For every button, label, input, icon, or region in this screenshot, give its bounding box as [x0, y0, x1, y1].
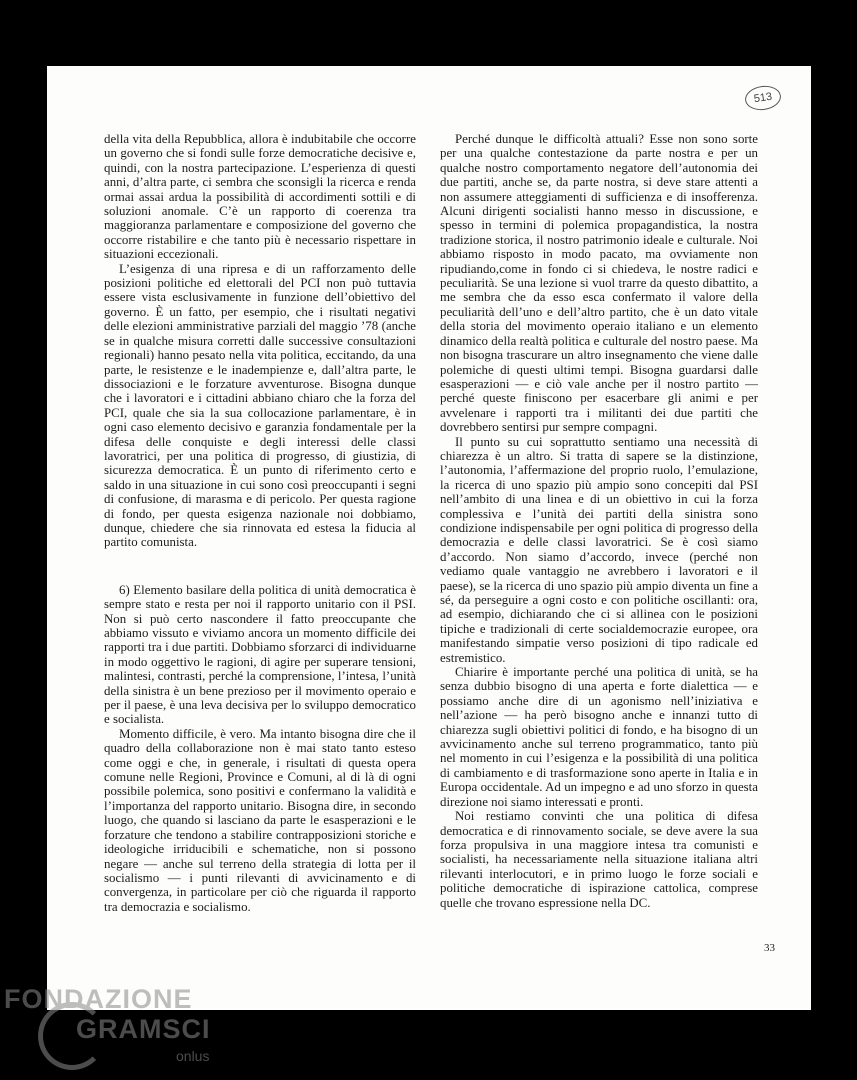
handwritten-page-annotation: 513: [744, 84, 783, 113]
paragraph: Il punto su cui soprattutto sentiamo una necessità di chiarezza è un altro. Si tratta di sapere se la distinzione, l’autonomia, l’affermazione del proprio ruolo, l’emulazione, la ricerca di uno spazio più ampio sono concepiti dal PSI nell’ambito di una linea e di un obiettivo in cui la forza complessiva e l’unità dei partiti della sinistra sono condizione indispensabile per ogni politica di progresso della democrazia e delle classi lavoratrici. Se è così siamo d’accordo. Non siamo d’accordo, invece (perché non vediamo quale vantaggio ne avrebbero i lavoratori e il paese), se la ricerca di uno spazio più ampio diventa un fine a sé, da perseguire a ogni costo e con politiche oscillanti: ora, ad esempio, dichiarando che ci si allinea con le posizioni tipiche e tradizionali di certe socialdemocrazie europee, ora manifestando simpatie verso posizioni di tipo radicale ed estremistico.: [440, 434, 758, 665]
paragraph: Noi restiamo convinti che una politica di difesa democratica e di rinnovamento sociale, se deve avere la sua forza propulsiva in una maggiore intesa tra comunisti e socialisti, ha necessariamente nella situazione italiana altri rilevanti interlocutori, e in primo luogo le forze sociali e politiche democratiche di ispirazione cattolica, comprese quelle che trovano espressione nella DC.: [440, 809, 758, 910]
watermark-logo: [0, 984, 230, 1080]
watermark-line-2: GRAMSCI: [76, 1014, 211, 1044]
watermark-line-3: onlus: [176, 1048, 210, 1064]
paragraph: della vita della Repubblica, allora è indubitabile che occorre un governo che si fondi sulle forze democratiche decisive e, quindi, con la nostra partecipazione. L’esperienza di questi anni, d’altra parte, ci sembra che sconsigli la ricerca e renda ormai assai ardua la possibilità di accordimenti sottili e di soluzioni anomale. C’è un rapporto di coerenza tra maggioranza parlamentare e composizione del governo che occorre ristabilire e che tanto più è necessario rispettare in situazioni eccezionali.: [104, 132, 416, 262]
left-text-column: [104, 132, 416, 914]
paragraph: Momento difficile, è vero. Ma intanto bisogna dire che il quadro della collaborazione non è mai stato tanto esteso come oggi e che, in generale, i risultati di questa opera comune nelle Regioni, Province e Comuni, al di là di ogni possibile polemica, sono positivi e confermano la validità e l’importanza del rapporto unitario. Bisogna dire, in secondo luogo, che quando si lasciano da parte le esasperazioni e le forzature che tendono a stabilire contrapposizioni storiche e ideologiche irriducibili e schematiche, non si possono negare — anche sul terreno della strategia di lotta per il socialismo — i punti rilevanti di avvicinamento e di convergenza, in particolare per ciò che riguarda il rapporto tra democrazia e socialismo.: [104, 726, 416, 914]
page-number: 33: [764, 942, 775, 954]
paragraph: Chiarire è importante perché una politica di unità, se ha senza dubbio bisogno di una aperta e forte dialettica — e possiamo anche dire di un agonismo nell’iniziativa e nell’azione — ha però bisogno anche e innanzi tutto di chiarezza sugli obiettivi politici di fondo, e ha bisogno di un avvicinamento anche sul terreno programmatico, tanto più nel momento in cui l’esigenza e la possibilità di una politica di cambiamento e di trasformazione sono aperte in Italia e in Europa occidentale. Ad un impegno e ad uno sforzo in questa direzione noi siamo interessati e pronti.: [440, 665, 758, 809]
right-text-column: [440, 132, 758, 910]
watermark-line-1: FONDAZIONE: [4, 984, 193, 1014]
section-6-paragraph: 6) Elemento basilare della politica di unità democratica è sempre stato e resta per noi il rapporto unitario con il PSI. Non si può certo nascondere il fatto preoccupante che abbiamo vissuto e viviamo ancora un momento difficile dei rapporti tra i due partiti. Dobbiamo sforzarci di individuarne in modo oggettivo le ragioni, di agire per superare tensioni, malintesi, contrasti, perché la comprensione, l’intesa, l’unità della sinistra è un bene prezioso per il movimento operaio e per il paese, è una leva decisiva per lo sviluppo democratico e socialista.: [104, 582, 416, 727]
paragraph: L’esigenza di una ripresa e di un rafforzamento delle posizioni politiche ed elettorali del PCI non può tuttavia essere vista esclusivamente in funzione dell’obiettivo del governo. È un fatto, per esempio, che i risultati negativi delle elezioni amministrative parziali del maggio ’78 (anche se in qualche misura corretti dalle successive consultazioni regionali) hanno pesato nella vita politica, eccitando, da una parte, le resistenze e le inadempienze e, dall’altra parte, le dissociazioni e le forzature avventurose. Bisogna dunque che i lavoratori e i cittadini abbiano chiaro che la forza del PCI, quale che sia la sua collocazione parlamentare, è in ogni caso elemento decisivo e garanzia fondamentale per la difesa delle conquiste e degli interessi delle classi lavoratrici, per una politica di progresso, di giustizia, di sicurezza democratica. È un punto di riferimento certo e saldo in una situazione in cui sono così preoccupanti i segni di confusione, di marasma e di pericolo. Per questa ragione di fondo, per questa esigenza nazionale noi dobbiamo, dunque, chiedere che sia rinnovata ed estesa la fiducia al partito comunista.: [104, 261, 416, 550]
paragraph: Perché dunque le difficoltà attuali? Esse non sono sorte per una qualche contestazione da parte nostra e per un qualche nostro comportamento negatore dell’autonomia dei due partiti, anche se, da parte nostra, si deve stare attenti a non assumere atteggiamenti di sufficienza e di insofferenza. Alcuni dirigenti socialisti hanno messo in discussione, e spesso in termini di polemica propagandistica, la nostra tradizione storica, il nostro patrimonio ideale e culturale. Noi abbiamo risposto in modo pacato, ma ovviamente non ripudiando,come in fondo ci si chiedeva, le nostre radici e peculiarità. Se una lezione si vuol trarre da questo dibattito, a me sembra che da esso esca confermato il valore della peculiarità dell’uno e dell’altro partito, che è un dato vitale della storia del movimento operaio italiano e un elemento dinamico della realtà politica e culturale del nostro paese. Ma non bisogna trascurare un altro insegnamento che viene dalle polemiche di questi ultimi tempi. Bisogna guardarsi dalle esasperazioni — e ciò vale anche per il nostro partito — perché queste finiscono per esacerbare gli animi e per avvelenare i rapporti tra i militanti dei due partiti che dovrebbero sentirsi pur sempre compagni.: [440, 132, 758, 435]
